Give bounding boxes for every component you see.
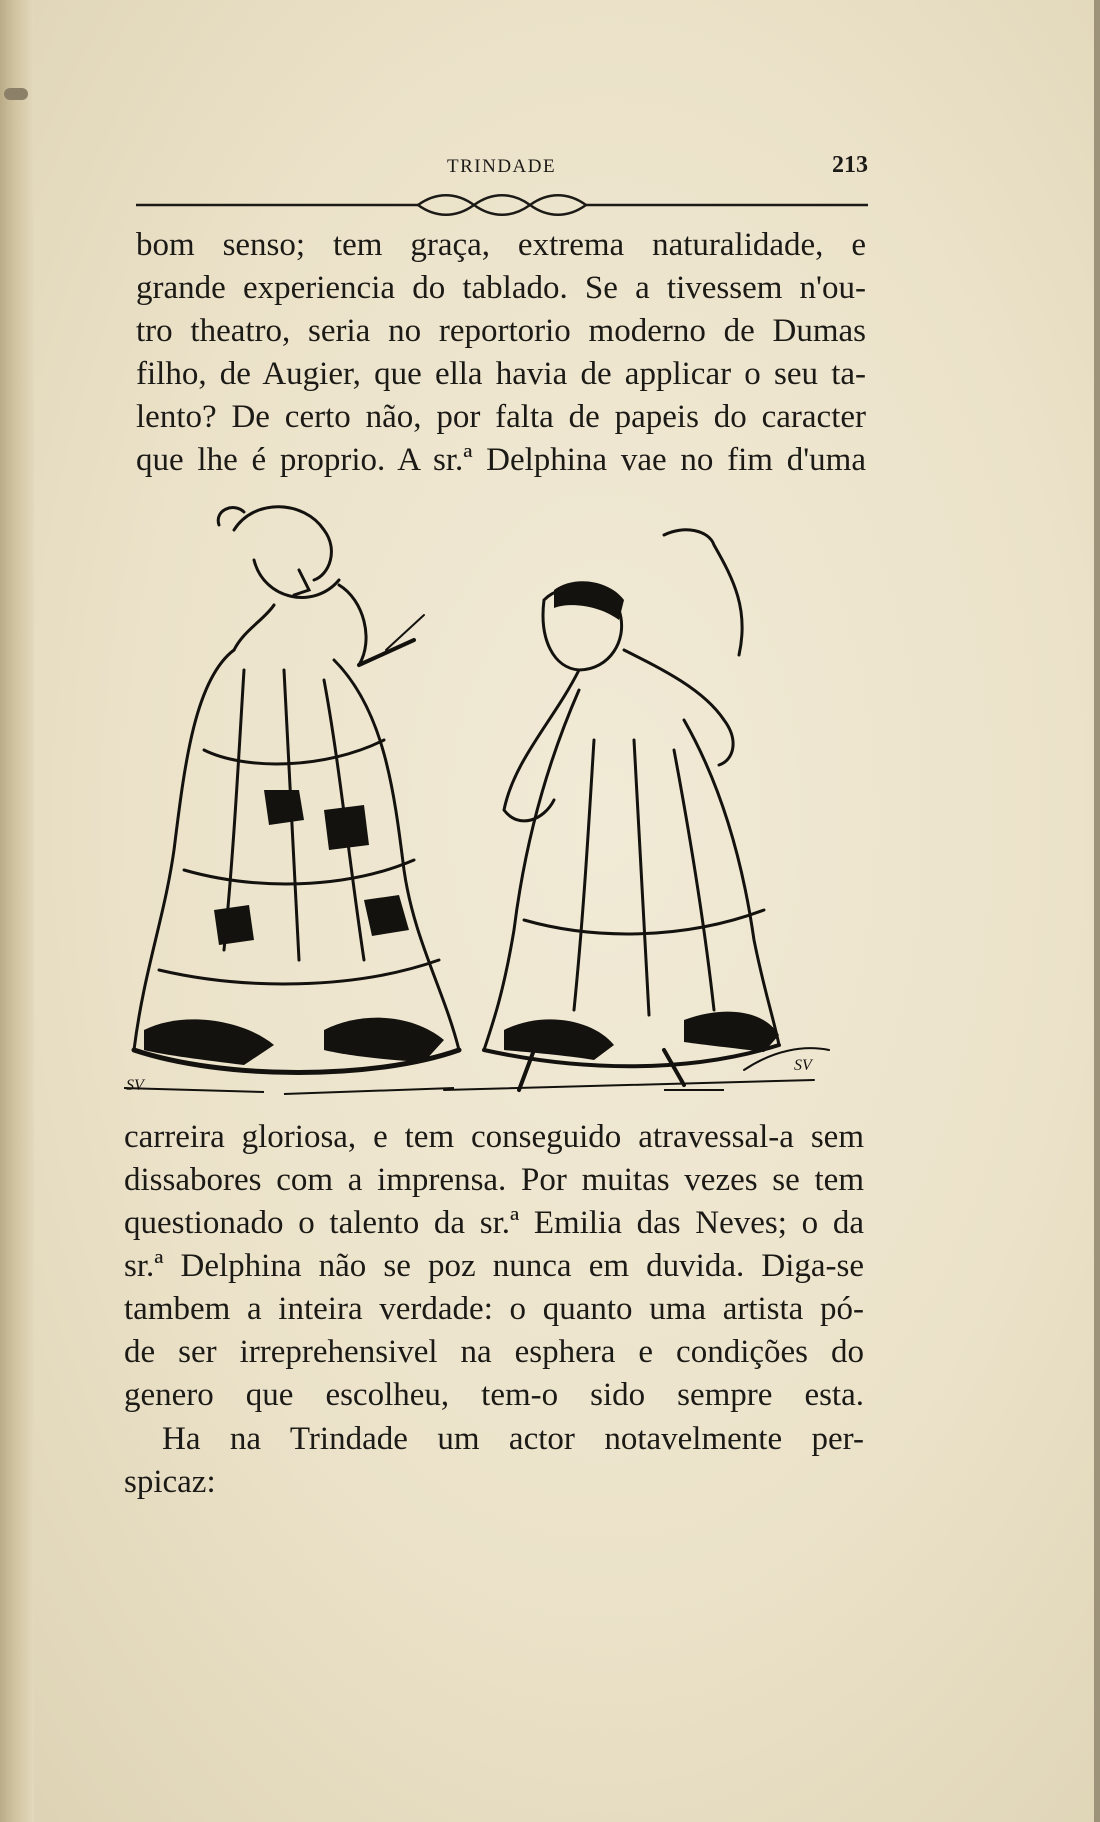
text-line: spicaz: — [124, 1464, 216, 1500]
illustration-signature-left: SV — [126, 1077, 144, 1094]
text-line: Ha na Trindade um actor notavelmente per- — [162, 1421, 864, 1457]
ground-lines — [124, 1088, 724, 1094]
text-line: questionado o talento da sr.ª Emilia das Neves; o da — [124, 1205, 864, 1241]
text-line: carreira gloriosa, e tem conseguido atravessal-a sem — [124, 1119, 864, 1155]
paragraph-1 — [136, 224, 866, 482]
text-line: lento? De certo não, por falta de papeis do caracter — [136, 399, 866, 435]
page-right-edge — [1094, 0, 1100, 1822]
paragraph-3 — [124, 1418, 864, 1504]
illustration-signature-right: SV — [794, 1057, 812, 1074]
text-line: que lhe é proprio. A sr.ª Delphina vae no fim d'uma — [136, 442, 866, 478]
text-line: bom senso; tem graça, extrema naturalidade, e — [136, 227, 866, 263]
page-number: 213 — [832, 152, 868, 178]
ornamental-head-rule — [136, 190, 868, 220]
running-head-title: TRINDADE — [447, 156, 557, 177]
text-line: sr.ª Delphina não se poz nunca em duvida. Diga-se — [124, 1248, 864, 1284]
text-line: grande experiencia do tablado. Se a tivessem n'ou- — [136, 270, 866, 306]
binding-stitch-hole — [4, 88, 28, 100]
text-line: dissabores com a imprensa. Por muitas vezes se tem — [124, 1162, 864, 1198]
right-figure-dancing-woman — [444, 530, 829, 1090]
text-line: de ser irreprehensivel na esphera e condições do — [124, 1334, 864, 1370]
left-figure-woman-with-fan — [134, 507, 459, 1073]
text-line: genero que escolheu, tem-o sido sempre esta. — [124, 1377, 864, 1413]
text-line: filho, de Augier, que ella havia de applicar o seu ta- — [136, 356, 866, 392]
running-head — [140, 150, 868, 186]
page-binding-edge — [0, 0, 34, 1822]
caricature-illustration — [124, 490, 874, 1110]
paragraph-2 — [124, 1116, 864, 1417]
text-line: tro theatro, seria no reportorio moderno de Dumas — [136, 313, 866, 349]
text-line: tambem a inteira verdade: o quanto uma artista pó- — [124, 1291, 864, 1327]
